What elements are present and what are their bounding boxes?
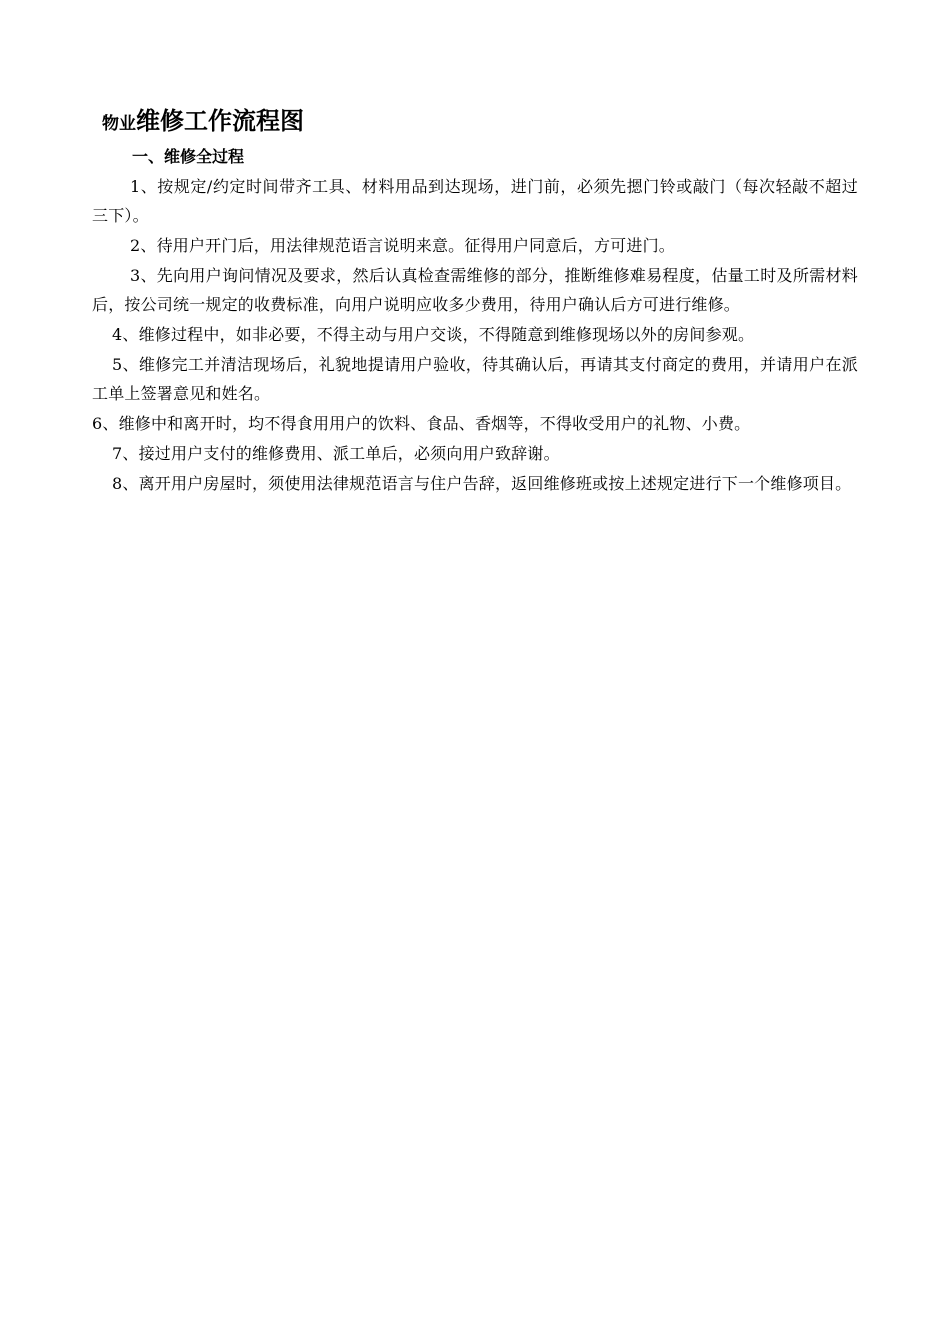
- paragraph-6: 6、维修中和离开时，均不得食用用户的饮料、食品、香烟等，不得收受用户的礼物、小费。: [92, 414, 751, 433]
- paragraph-1: 1、按规定/约定时间带齐工具、材料用品到达现场，进门前，必须先摁门铃或敲门（每次轻敲不超过三下）。: [92, 177, 858, 225]
- document-title: [102, 100, 858, 142]
- section-heading: 一、维修全过程: [132, 147, 245, 166]
- document-body: [92, 100, 858, 499]
- paragraph-7: 7、接过用户支付的维修费用、派工单后，必须向用户致辞谢。: [112, 444, 560, 463]
- paragraph-8: 8、离开用户房屋时，须使用法律规范语言与住户告辞，返回维修班或按上述规定进行下一个维修项目。: [112, 474, 852, 493]
- title-prefix: 物业: [102, 114, 136, 134]
- paragraph-5: 5、维修完工并清洁现场后，礼貌地提请用户验收，待其确认后，再请其支付商定的费用，并请用户在派工单上签署意见和姓名。: [92, 355, 858, 403]
- paragraph-2: 2、待用户开门后，用法律规范语言说明来意。征得用户同意后，方可进门。: [130, 236, 675, 255]
- paragraph-4: 4、维修过程中，如非必要，不得主动与用户交谈，不得随意到维修现场以外的房间参观。: [112, 325, 755, 344]
- paragraph-3: 3、先向用户询问情况及要求，然后认真检查需维修的部分，推断维修难易程度，估量工时及所需材料后，按公司统一规定的收费标准，向用户说明应收多少费用，待用户确认后方可进行维修。: [92, 266, 858, 314]
- title-main: 维修工作流程图: [136, 107, 304, 135]
